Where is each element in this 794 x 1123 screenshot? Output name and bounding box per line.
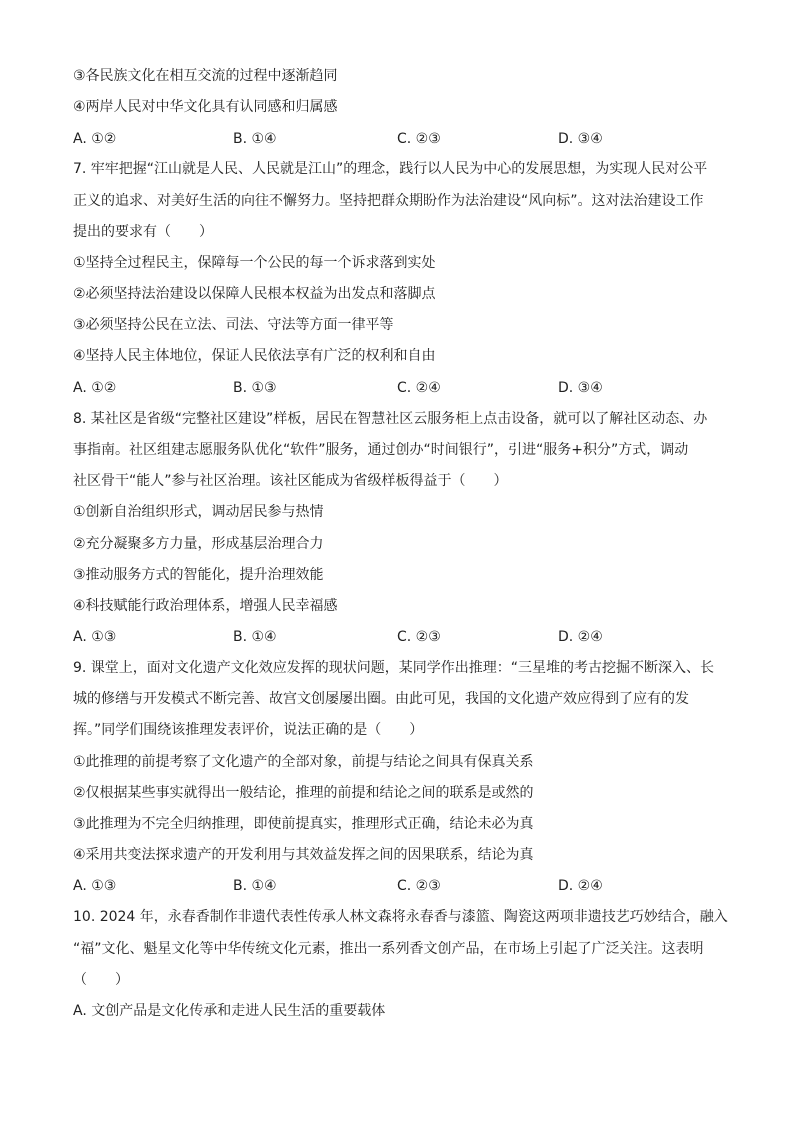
answer-option-c[interactable]: C. ②③ [397,878,441,894]
answer-option-d[interactable]: D. ③④ [558,131,603,147]
option-item-4: ④采用共变法探求遗产的开发利用与其效益发挥之间的因果联系，结论为真 [73,847,534,863]
answer-option-b[interactable]: B. ①④ [233,878,277,894]
option-item-1: ①创新自治组织形式，调动居民参与热情 [73,504,324,520]
option-item-3: ③必须坚持公民在立法、司法、守法等方面一律平等 [73,317,394,333]
answer-option-c[interactable]: C. ②④ [397,380,441,396]
question-stem-line: 9. 课堂上，面对文化遗产文化效应发挥的现状问题，某同学作出推理：“三星堆的考古挖掘不断深入、长 [73,660,715,676]
question-stem-line: 挥。”同学们围绕该推理发表评价，说法正确的是（ ） [73,722,424,738]
option-item-1: ①此推理的前提考察了文化遗产的全部对象，前提与结论之间具有保真关系 [73,754,534,770]
question-stem-line: “福”文化、魁星文化等中华传统文化元素，推出一系列香文创产品，在市场上引起了广泛关注。这表明 [73,941,704,957]
answer-option-b[interactable]: B. ①④ [233,131,277,147]
answer-option-b[interactable]: B. ①③ [233,380,277,396]
option-item-4: ④坚持人民主体地位，保证人民依法享有广泛的权利和自由 [73,348,436,364]
answer-option-d[interactable]: D. ②④ [558,629,603,645]
option-item-4: ④科技赋能行政治理体系，增强人民幸福感 [73,598,338,614]
question-stem-line: 10. 2024 年，永春香制作非遗代表性传承人林文森将永春香与漆篮、陶瓷这两项非遗技艺巧妙结合，融入 [73,909,728,925]
question-stem-line: 7. 牢牢把握“江山就是人民、人民就是江山”的理念，践行以人民为中心的发展思想，为实现人民对公平 [73,161,708,177]
question-stem-line: 社区骨干“能人”参与社区治理。该社区能成为省级样板得益于（ ） [73,473,508,489]
answer-option-d[interactable]: D. ③④ [558,380,603,396]
answer-option-a[interactable]: A. 文创产品是文化传承和走进人民生活的重要载体 [73,1003,386,1019]
option-item-3: ③各民族文化在相互交流的过程中逐渐趋同 [73,68,338,84]
question-stem-line: 事指南。社区组建志愿服务队优化“软件”服务，通过创办“时间银行”，引进“服务+积分”方式，调动 [73,442,689,458]
answer-option-a[interactable]: A. ①③ [73,878,117,894]
option-item-2: ②充分凝聚多方力量，形成基层治理合力 [73,536,324,552]
option-item-3: ③推动服务方式的智能化，提升治理效能 [73,567,324,583]
option-item-4: ④两岸人民对中华文化具有认同感和归属感 [73,99,338,115]
question-stem-line: 正义的追求、对美好生活的向往不懈努力。坚持把群众期盼作为法治建设“风向标”。这对法治建设工作 [73,193,704,209]
question-stem-line: 8. 某社区是省级“完整社区建设”样板，居民在智慧社区云服务柜上点击设备，就可以了解社区动态、办 [73,411,708,427]
answer-option-b[interactable]: B. ①④ [233,629,277,645]
option-item-2: ②必须坚持法治建设以保障人民根本权益为出发点和落脚点 [73,286,436,302]
question-stem-line: 提出的要求有（ ） [73,224,213,240]
answer-option-a[interactable]: A. ①② [73,131,117,147]
option-item-3: ③此推理为不完全归纳推理，即使前提真实，推理形式正确，结论未必为真 [73,816,534,832]
answer-option-c[interactable]: C. ②③ [397,131,441,147]
question-stem-line: （ ） [73,972,129,988]
option-item-1: ①坚持全过程民主，保障每一个公民的每一个诉求落到实处 [73,255,436,271]
answer-option-a[interactable]: A. ①② [73,380,117,396]
option-item-2: ②仅根据某些事实就得出一般结论，推理的前提和结论之间的联系是或然的 [73,785,534,801]
answer-option-d[interactable]: D. ②④ [558,878,603,894]
question-stem-line: 城的修缮与开发模式不断完善、故宫文创屡屡出圈。由此可见，我国的文化遗产效应得到了应有的发 [73,691,689,707]
answer-option-a[interactable]: A. ①③ [73,629,117,645]
answer-option-c[interactable]: C. ②③ [397,629,441,645]
